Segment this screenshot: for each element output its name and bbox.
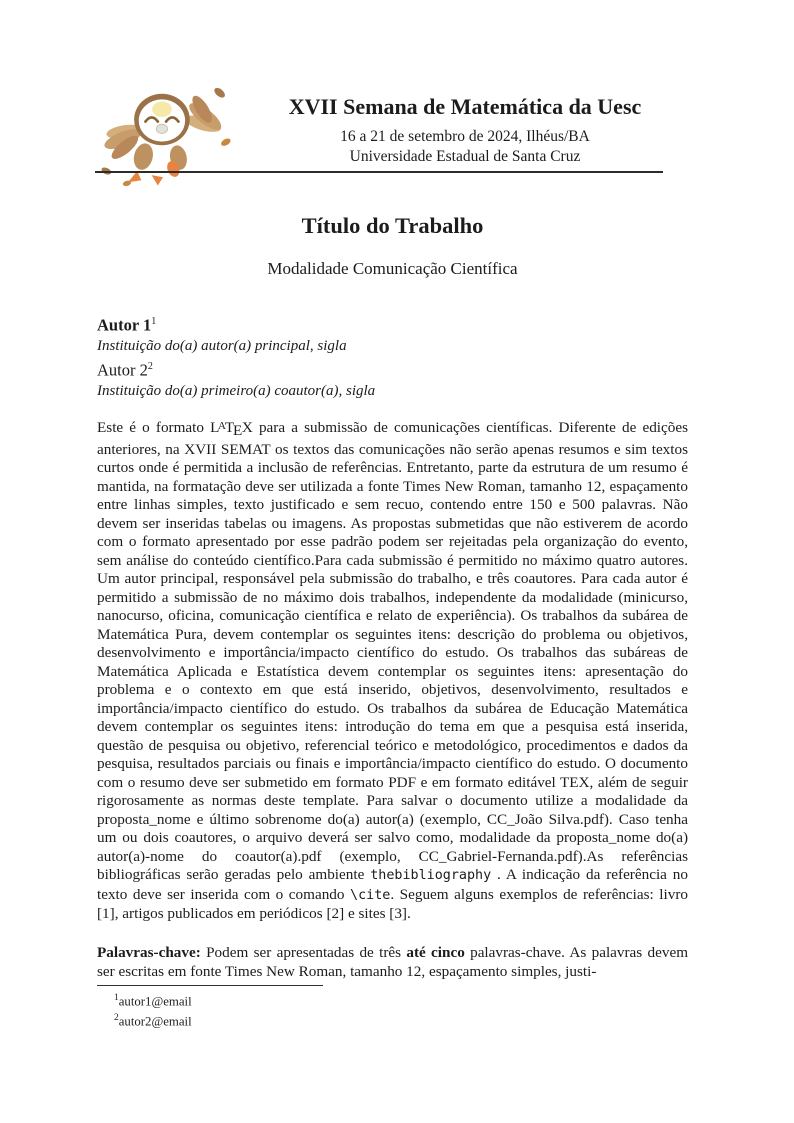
keywords-text-b: palavras-chave. As palavras devem ser escritas em fonte Times New Roman, tamanho 12, espaçamento simples, justi- bbox=[97, 944, 689, 980]
author-1-name-text: Autor 1 bbox=[97, 315, 152, 335]
author-2-footnote-mark: 2 bbox=[147, 361, 153, 373]
author-1-name bbox=[97, 312, 688, 336]
header-rule bbox=[95, 171, 663, 173]
latex-t: T bbox=[224, 418, 235, 436]
event-date-location: 16 a 21 de setembro de 2024, Ilhéus/BA bbox=[340, 128, 590, 145]
keywords-bold-emphasis: até cinco bbox=[406, 944, 465, 961]
event-header bbox=[232, 94, 698, 167]
owl-logo bbox=[96, 82, 232, 190]
author-2-name-text: Autor 2 bbox=[97, 360, 148, 380]
authors-block bbox=[97, 312, 688, 402]
latex-a: A bbox=[218, 420, 226, 432]
author-2-affiliation: Instituição do(a) primeiro(a) coautor(a), sigla bbox=[97, 383, 376, 400]
latex-x: X bbox=[241, 418, 253, 436]
code-cite-command: \cite bbox=[350, 887, 391, 903]
body-text-after-env: . A indicação da referência no texto deve ser inserida com o comando bbox=[97, 866, 688, 903]
author-2-name bbox=[97, 357, 688, 381]
footnote-1-mark: 1 bbox=[114, 993, 119, 1003]
latex-l: L bbox=[210, 418, 220, 436]
author-1-affiliation: Instituição do(a) autor(a) principal, sigla bbox=[97, 338, 347, 355]
footnote-1 bbox=[97, 990, 688, 1010]
keywords-label: Palavras-chave: bbox=[97, 944, 201, 961]
event-title: XVII Semana de Matemática da Uesc bbox=[288, 94, 642, 119]
footnote-2-text: autor2@email bbox=[118, 1014, 192, 1029]
latex-e: E bbox=[233, 422, 243, 440]
body-text-intro: Este é o formato bbox=[97, 418, 211, 436]
keywords-paragraph bbox=[97, 944, 688, 981]
keywords-text-a: Podem ser apresentadas de três bbox=[200, 944, 407, 961]
body-text-closing: . Seguem alguns exemplos de referências: livro [1], artigos publicados em periódicos [2] e sites [3]. bbox=[97, 885, 688, 923]
latex-logo-text bbox=[210, 418, 253, 440]
work-subtitle: Modalidade Comunicação Científica bbox=[267, 259, 518, 278]
footnotes-area bbox=[97, 985, 688, 1031]
footnote-rule bbox=[97, 985, 323, 986]
code-thebibliography: thebibliography bbox=[370, 868, 492, 884]
body-text-main: para a submissão de comunicações científicas. Diferente de edições anteriores, na XVII SEMAT os textos das comunicações não serão apenas resumos e sim textos curtos onde é permitida a inclusão de referências. Entretanto, parte da estrutura de um resumo é mantida, na formatação deve ser utilizada a fonte Times New Roman, tamanho 12, espaçamento entre linhas simples, texto justificado e sem recuo, contendo entre 150 e 500 palavras. Não devem ser inseridas tabelas ou imagens. As propostas submetidas que não estiverem de acordo com o formato apresentado por esse padrão podem ser rejeitadas pela organização do evento, sem análise do conteúdo científico.Para cada submissão é permitido no máximo quatro autores. Um autor principal, responsável pela submissão do trabalho, e três coautores. Para cada autor é permitido a submissão de no máximo dois trabalhos, independente da modalidade (minicurso, nanocurso, oficina, comunicação científica e relato de experiência). Os trabalhos da subárea de Matemática Pura, devem contemplar os seguintes itens: descrição do problema ou objetivos, desenvolvimento e importância/impacto científico do estudo. Os trabalhos das subáreas de Matemática Aplicada e Estatística devem contemplar os seguintes itens: apresentação do problema e o contexto em que está inserido, objetivos, desenvolvimento, resultados e importância/impacto científico do estudo. Os trabalhos da subárea de Educação Matemática devem contemplar os seguintes itens: introdução do tema em que a pesquisa está inserida, questão de pesquisa ou objetivo, referencial teórico e metodológico, procedimentos e dados da pesquisa, resultados parciais ou finais e importância/impacto científico do estudo. O documento com o resumo deve ser submetido em formato PDF e em formato editável TEX, além de seguir rigorosamente as normas deste template. Para salvar o documento utilize a modalidade da proposta_nome e último sobrenome do(a) autor(a) (exemplo, CC_João Silva.pdf). Caso tenha um ou dois coautores, o arquivo deverá ser salvo como, modalidade da proposta_nome do(a) autor(a)-nome do coautor(a).pdf (exemplo, CC_Gabriel-Fernanda.pdf).As referências bibliográficas serão geradas pelo ambiente bbox=[97, 418, 688, 884]
event-institution: Universidade Estadual de Santa Cruz bbox=[349, 148, 581, 165]
author-1-footnote-mark: 1 bbox=[151, 316, 157, 327]
footnote-2 bbox=[97, 1010, 688, 1030]
footnote-1-text: autor1@email bbox=[118, 994, 192, 1009]
footnote-2-mark: 2 bbox=[114, 1013, 119, 1024]
work-title: Título do Trabalho bbox=[301, 213, 484, 238]
abstract-paragraph bbox=[97, 417, 688, 943]
